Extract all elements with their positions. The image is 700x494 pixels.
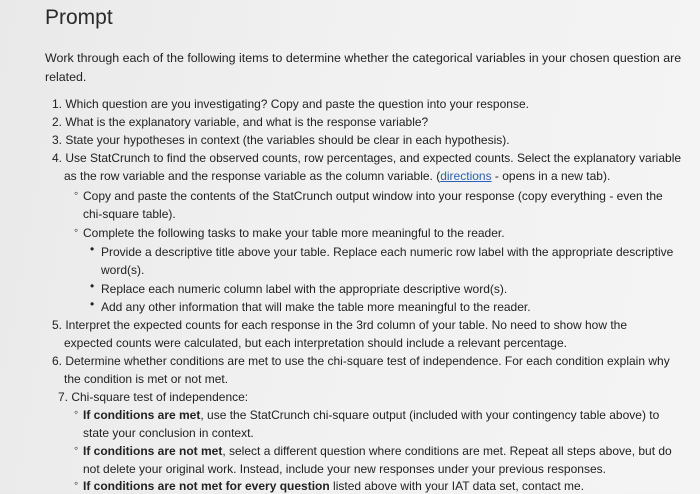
sublist-7-1-line2: state your conclusion in context. <box>83 426 254 440</box>
directions-link[interactable]: directions <box>440 169 492 183</box>
filled-bullet-icon: • <box>90 297 95 311</box>
list-item-3: 3. State your hypotheses in context (the variables should be clear in each hypothesis). <box>52 133 510 147</box>
list-item-5-line2: expected counts were calculated, but each interpretation should include a relevant percentage. <box>64 336 567 350</box>
page-title: Prompt <box>45 6 113 29</box>
sublist-4-2: Complete the following tasks to make your table more meaningful to the reader. <box>83 226 505 240</box>
list-item-7: 7. Chi-square test of independence: <box>58 390 249 404</box>
conditions-met-label: If conditions are met <box>83 408 201 422</box>
sublist-4-1-line2: chi-square table). <box>83 207 176 221</box>
filled-bullet-icon: • <box>90 279 95 293</box>
list-item-1: 1. Which question are you investigating? Copy and paste the question into your response. <box>52 97 529 111</box>
list-item-4-tail: - opens in a new tab). <box>491 169 611 183</box>
conditions-not-met-label: If conditions are not met <box>83 444 223 458</box>
sublist-7-2-line2: not delete your original work. Instead, include your new responses under your previous responses. <box>83 462 606 476</box>
sublist-4-2-2: Replace each numeric column label with the appropriate descriptive word(s). <box>101 282 508 296</box>
sublist-4-2-1-line2: word(s). <box>101 263 145 277</box>
intro-text: Work through each of the following items to determine whether the categorical variables in your chosen question are related. <box>45 51 682 84</box>
list-item-2: 2. What is the explanatory variable, and what is the response variable? <box>52 115 429 129</box>
hollow-bullet-icon: ◦ <box>74 476 79 490</box>
filled-bullet-icon: • <box>90 242 95 256</box>
sublist-7-2-text: , select a different question where conditions are met. Repeat all steps above, but do <box>222 444 672 458</box>
sublist-4-2-1-line1: Provide a descriptive title above your table. Replace each numeric row label with the appropriate descriptive <box>101 245 674 259</box>
sublist-4-2-3: Add any other information that will make the table more meaningful to the reader. <box>101 300 531 314</box>
sublist-7-2-line1 <box>83 443 672 459</box>
hollow-bullet-icon: ◦ <box>74 186 79 200</box>
list-item-4-line2 <box>64 168 610 184</box>
sublist-7-1-text: , use the StatCrunch chi-square output (included with your contingency table above) to <box>200 408 660 422</box>
hollow-bullet-icon: ◦ <box>74 223 79 237</box>
sublist-7-1-line1 <box>83 407 659 423</box>
list-item-4-text: as the row variable and the response variable as the column variable. ( <box>64 169 441 183</box>
list-item-4-line1: 4. Use StatCrunch to find the observed counts, row percentages, and expected counts. Select the explanatory variable <box>52 151 682 165</box>
hollow-bullet-icon: ◦ <box>74 405 79 419</box>
sublist-4-1-line1: Copy and paste the contents of the StatCrunch output window into your response (copy everything - even the <box>83 189 663 203</box>
sublist-7-3-line1 <box>83 478 584 494</box>
hollow-bullet-icon: ◦ <box>74 441 79 455</box>
list-item-6-line1: 6. Determine whether conditions are met to use the chi-square test of independence. For each condition explain why <box>52 354 670 368</box>
list-item-6-line2: the condition is met or not met. <box>64 372 229 386</box>
list-item-5-line1: 5. Interpret the expected counts for each response in the 3rd column of your table. No need to show how the <box>52 318 628 332</box>
sublist-7-3-text: listed above with your IAT data set, contact me. <box>329 479 585 493</box>
conditions-not-met-every-label: If conditions are not met for every question <box>83 479 330 493</box>
